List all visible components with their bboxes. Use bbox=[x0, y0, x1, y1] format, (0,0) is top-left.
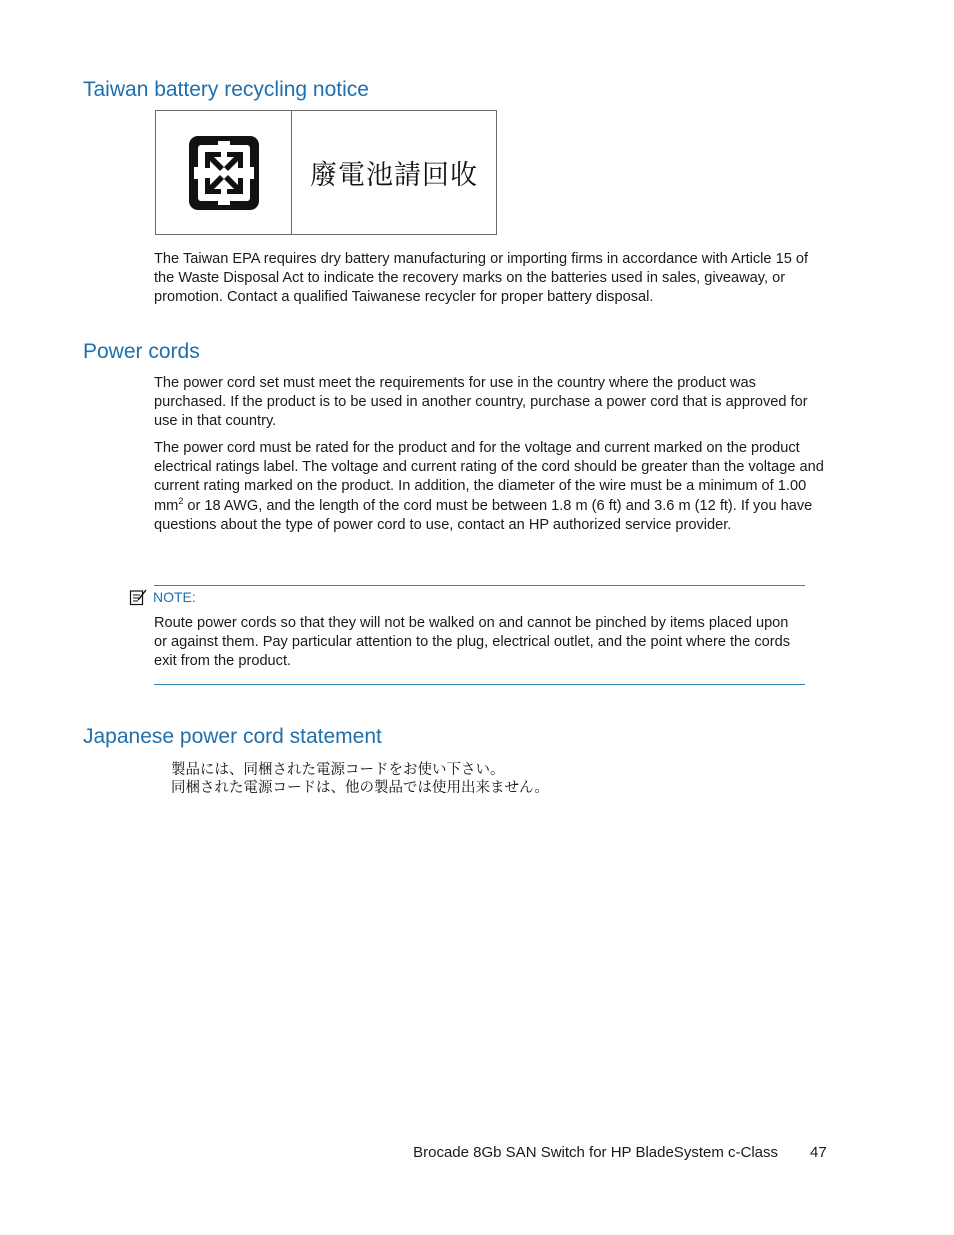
japanese-statement bbox=[171, 761, 549, 797]
power-cords-paragraph-2 bbox=[154, 439, 832, 535]
recycling-mark-text: 廢電池請回收 bbox=[310, 160, 478, 191]
page-footer bbox=[0, 1144, 954, 1164]
note-label-text: NOTE: bbox=[153, 589, 196, 605]
japanese-statement-line-1: 製品には、同梱された電源コードをお使い下さい。 bbox=[171, 762, 505, 778]
superscript-squared: 2 bbox=[178, 495, 184, 506]
note-label bbox=[129, 588, 196, 606]
footer-page-number: 47 bbox=[810, 1144, 827, 1161]
power-cords-paragraph-2-part-b: or 18 AWG, and the length of the cord must be between 1.8 m (6 ft) and 3.6 m (12 ft). If you have questions about the type of power cord to use, contact an HP authorized service provider. bbox=[154, 497, 813, 533]
taiwan-body-text: The Taiwan EPA requires dry battery manufacturing or importing firms in accordance with Article 15 of the Waste Disposal Act to indicate the recovery marks on the batteries used in sales, giveaway, or promotion. Contact a qualified Taiwanese recycler for proper battery disposal. bbox=[154, 251, 809, 306]
note-pad-icon bbox=[129, 588, 147, 606]
recycling-mark-icon-cell bbox=[156, 111, 292, 234]
recycling-mark-box bbox=[155, 110, 497, 235]
heading-japanese-power-cord: Japanese power cord statement bbox=[83, 725, 382, 748]
note-body-text: Route power cords so that they will not be walked on and cannot be pinched by items placed upon or against them. Pay particular attention to the plug, electrical outlet, and the point where the cords exit from the product. bbox=[154, 615, 791, 670]
note-top-rule bbox=[154, 585, 805, 586]
heading-power-cords: Power cords bbox=[83, 340, 200, 363]
battery-recycling-icon bbox=[187, 134, 261, 212]
note-bottom-rule bbox=[154, 684, 805, 685]
footer-document-title: Brocade 8Gb SAN Switch for HP BladeSystem c-Class bbox=[413, 1144, 778, 1161]
power-cords-paragraph-1: The power cord set must meet the requirements for use in the country where the product was purchased. If the product is to be used in another country, purchase a power cord that is approved for use in that country. bbox=[154, 375, 808, 430]
power-cords-paragraph-2-part-a: The power cord must be rated for the product and for the voltage and current marked on the product electrical ratings label. The voltage and current rating of the cord should be greater than the voltage and current rating marked on the product. In addition, the diameter of the wire must be a minimum of 1.00 mm bbox=[154, 440, 824, 514]
heading-taiwan-battery: Taiwan battery recycling notice bbox=[83, 78, 369, 101]
japanese-statement-line-2: 同梱された電源コードは、他の製品では使用出来ません。 bbox=[171, 780, 549, 796]
